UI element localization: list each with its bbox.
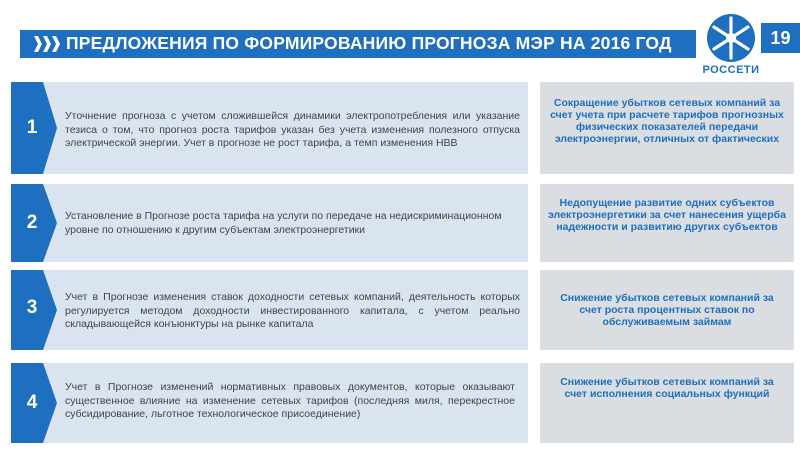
proposal-text: Учет в Прогнозе изменения ставок доходности сетевых компаний, деятельность которых регулируется методом доходности инвестированного капитала, с учетом реально складывающейся конъюнктуры на рынке капитала [65,291,520,330]
proposal-panel [11,270,528,350]
row-number: 3 [26,297,38,318]
result-text: Недопущение развитие одних субъектов электроэнергетики за счет нанесения ущерба надежности и развитию других субъектов [548,197,786,233]
proposal-text: Установление в Прогнозе роста тарифа на услуги по передаче на недискриминационном уровне по отношению к другим субъектам электроэнергетики [65,210,502,236]
result-panel [540,270,794,350]
chevrons-icon [34,36,60,52]
rosseti-logo-icon [705,12,757,64]
page-title: ПРЕДЛОЖЕНИЯ ПО ФОРМИРОВАНИЮ ПРОГНОЗА МЭР НА 2016 ГОД [66,33,672,53]
proposal-text: Учет в Прогнозе изменений нормативных правовых документов, которые оказывают существенное влияние на изменение сетевых тарифов (последняя миля, перекрестное субсидирование, льготное технологическое присоединение) [65,381,515,420]
result-panel [540,363,794,443]
page-number: 19 [761,23,800,53]
proposal-row-4 [0,363,800,443]
result-panel [540,184,794,262]
logo-text: РОССЕТИ [702,64,760,76]
result-text: Снижение убытков сетевых компаний за счет роста процентных ставок по обслуживаемым займам [560,292,774,328]
proposal-panel [11,82,528,174]
row-number: 1 [26,117,38,138]
proposal-row-1 [0,82,800,174]
proposal-row-3 [0,270,800,350]
proposal-panel [11,363,528,443]
result-text: Снижение убытков сетевых компаний за счет исполнения социальных функций [560,376,774,400]
row-number: 2 [26,212,38,233]
result-text: Сокращение убытков сетевых компаний за счет учета при расчете тарифов прогнозных физических показателей передачи электроэнергии, отличных от фактических [550,97,784,145]
proposal-text: Уточнение прогноза с учетом сложившейся динамики электропотребления или указание тезиса о том, что прогноз роста тарифов указан без учета изменения полезного отпуска электрической энергии. Учет в прогнозе не рост тарифа, а темп изменения НВВ [65,110,520,149]
result-panel [540,82,794,174]
row-number: 4 [26,392,38,413]
rosseti-logo [702,12,760,82]
proposal-panel [11,184,528,262]
proposal-row-2 [0,184,800,262]
title-bar [20,30,696,58]
